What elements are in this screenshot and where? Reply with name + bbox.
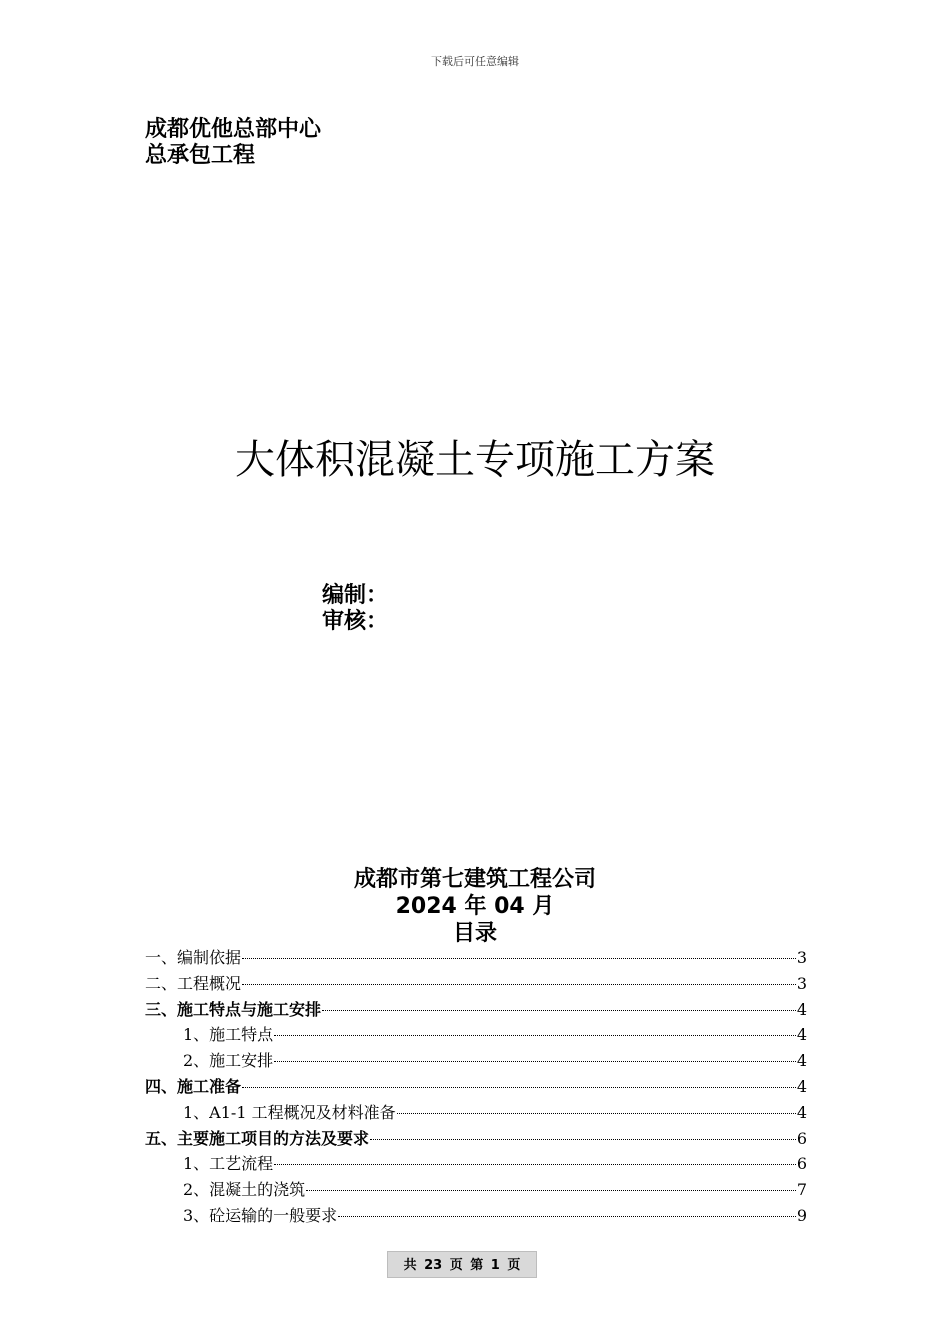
project-name-line1: 成都优他总部中心 — [145, 117, 322, 142]
toc-item[interactable] — [145, 1074, 807, 1100]
toc-item-label: 1、施工特点 — [183, 1025, 274, 1045]
toc-item-label: 1、A1-1 工程概况及材料准备 — [183, 1102, 396, 1122]
toc-item[interactable] — [145, 1126, 807, 1152]
toc-item-page: 4 — [796, 1076, 807, 1096]
toc-item-label: 一、编制依据 — [145, 948, 242, 967]
signature-block — [322, 583, 388, 635]
toc-item-label: 二、工程概况 — [145, 973, 242, 993]
toc-heading: 目录 — [452, 921, 497, 946]
toc-item-page: 9 — [796, 1205, 807, 1225]
document-date: 2024 年 04 月 — [395, 894, 555, 919]
toc-leader — [274, 1035, 796, 1036]
toc-leader — [242, 1087, 796, 1088]
toc-item-label: 3、砼运输的一般要求 — [183, 1205, 338, 1225]
toc-item-page: 4 — [796, 1102, 807, 1122]
toc-item-page: 4 — [796, 999, 807, 1019]
toc-item-page: 7 — [796, 1180, 807, 1200]
project-name-line2: 总承包工程 — [145, 143, 256, 168]
toc-item-label: 2、混凝土的浇筑 — [183, 1180, 306, 1200]
toc-item-label: 三、施工特点与施工安排 — [145, 999, 322, 1019]
toc-leader — [370, 1139, 796, 1140]
toc-item[interactable] — [145, 1151, 807, 1177]
toc-item-page: 4 — [796, 1051, 807, 1071]
toc-item-page: 3 — [796, 948, 807, 967]
reviewer-label: 审核： — [322, 609, 389, 634]
toc-item-page: 3 — [796, 973, 807, 993]
toc-leader — [242, 984, 796, 985]
toc-leader — [397, 1113, 796, 1114]
toc-item[interactable] — [145, 1022, 807, 1048]
page-counter: 共 23 页 第 1 页 — [387, 1251, 537, 1278]
company-name: 成都市第七建筑工程公司 — [353, 867, 596, 892]
toc-item[interactable] — [145, 1203, 807, 1229]
table-of-contents — [145, 945, 807, 1229]
toc-leader — [306, 1190, 796, 1191]
header-note: 下载后可任意编辑 — [431, 55, 519, 68]
toc-leader — [274, 1164, 796, 1165]
toc-leader — [338, 1216, 796, 1217]
toc-leader — [242, 958, 796, 959]
toc-item-label: 四、施工准备 — [145, 1076, 242, 1096]
toc-item[interactable] — [145, 1100, 807, 1126]
toc-item[interactable] — [145, 1048, 807, 1074]
toc-item[interactable] — [145, 945, 807, 971]
toc-item-label: 五、主要施工项目的方法及要求 — [145, 1128, 370, 1148]
toc-item-page: 6 — [796, 1128, 807, 1148]
document-title: 大体积混凝土专项施工方案 — [235, 437, 715, 483]
toc-item-label: 1、工艺流程 — [183, 1154, 274, 1174]
toc-item-page: 4 — [796, 1025, 807, 1045]
toc-item-page: 6 — [796, 1154, 807, 1174]
toc-item-label: 2、施工安排 — [183, 1051, 274, 1071]
project-name — [145, 117, 321, 169]
toc-leader — [274, 1061, 796, 1062]
toc-item[interactable] — [145, 971, 807, 997]
toc-leader — [322, 1010, 796, 1011]
company-block — [0, 866, 950, 947]
toc-item[interactable] — [145, 997, 807, 1023]
toc-item[interactable] — [145, 1177, 807, 1203]
compiler-label: 编制： — [322, 583, 389, 608]
